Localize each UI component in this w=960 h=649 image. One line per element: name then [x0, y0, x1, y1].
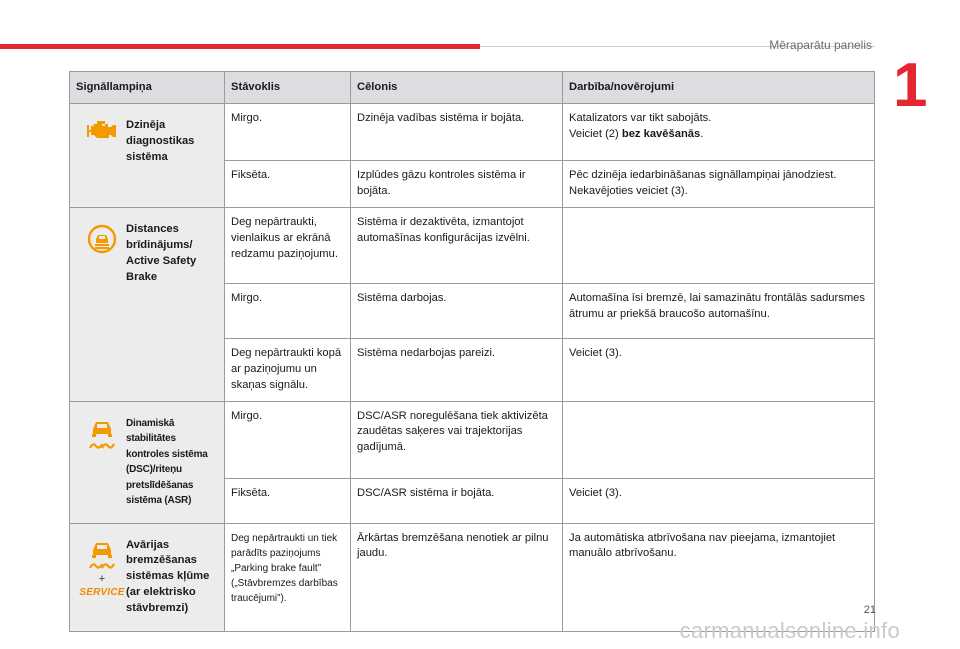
- action-text: Katalizators var tikt sabojāts.: [569, 112, 712, 124]
- table-header-row: [70, 72, 875, 104]
- action-text-end: .: [700, 127, 704, 140]
- state-cell: Mirgo.: [225, 104, 351, 161]
- action-emphasis: bez kavēšanās: [621, 127, 701, 140]
- state-cell: Mirgo.: [225, 283, 351, 338]
- cause-cell: Sistēma ir dezaktivēta, izmantojot automašīnas konfigurācijas izvēlni.: [351, 207, 563, 283]
- stability-control-icon: [87, 418, 117, 452]
- signal-name: Avārijas bremzēšanas sistēmas kļūme (ar elektrisko stāvbremzi): [126, 538, 210, 615]
- table-row: [70, 523, 875, 632]
- cause-cell: Dzinēja vadības sistēma ir bojāta.: [351, 104, 563, 161]
- collision-warning-icon: [87, 224, 117, 254]
- state-cell: Deg nepārtraukti un tiek parādīts paziņojums „Parking brake fault” („Stāvbremzes darbības traucējumi”).: [225, 523, 351, 632]
- chapter-number: 1: [893, 51, 928, 120]
- action-cell: Automašīna īsi bremzē, lai samazinātu frontālās sadursmes ātrumu ar priekšā braucošo automašīnu.: [563, 283, 875, 338]
- table-row: [70, 207, 875, 283]
- state-cell: Mirgo.: [225, 401, 351, 479]
- header-red-bar: [0, 44, 480, 49]
- action-cell: [563, 207, 875, 283]
- watermark: carmanualsonline.info: [679, 618, 900, 643]
- state-cell: Deg nepārtraukti, vienlaikus ar ekrānā redzamu paziņojumu.: [225, 207, 351, 283]
- plus-sign: +: [98, 572, 106, 585]
- action-cell: [563, 401, 875, 479]
- header-cause: Cēlonis: [351, 72, 563, 104]
- cause-cell: Izplūdes gāzu kontroles sistēma ir bojāta.: [351, 161, 563, 208]
- cause-cell: Sistēma nedarbojas pareizi.: [351, 338, 563, 401]
- section-title: Mēraparātu panelis: [769, 38, 872, 52]
- state-cell: Fiksēta.: [225, 479, 351, 524]
- page-number: 21: [863, 604, 876, 616]
- header-signal: Signāllampiņa: [70, 72, 225, 104]
- cause-cell: Ārkārtas bremzēšana nenotiek ar pilnu jaudu.: [351, 523, 563, 632]
- signal-name: Dinamiskā stabilitātes kontroles sistēma (DSC)/riteņu pretslīdēšanas sistēma (ASR): [126, 417, 208, 507]
- action-cell: Veiciet (3).: [563, 338, 875, 401]
- state-cell: Fiksēta.: [225, 161, 351, 208]
- cause-cell: DSC/ASR sistēma ir bojāta.: [351, 479, 563, 524]
- header-action: Darbība/novērojumi: [563, 72, 875, 104]
- state-cell: Deg nepārtraukti kopā ar paziņojumu un skaņas signālu.: [225, 338, 351, 401]
- signal-name: Dzinēja diagnostikas sistēma: [126, 119, 195, 163]
- action-cell: Ja automātiska atbrīvošana nav pieejama, izmantojiet manuālo atbrīvošanu.: [563, 523, 875, 632]
- action-cell: Veiciet (3).: [563, 479, 875, 524]
- service-badge: SERVICE: [79, 586, 125, 598]
- signal-cell-distance: [70, 207, 225, 401]
- warning-lights-table: [69, 71, 875, 632]
- signal-name: Distances brīdinājums/ Active Safety Brake: [126, 222, 197, 283]
- action-cell: [563, 104, 875, 161]
- engine-check-icon: [86, 120, 118, 142]
- brake-assist-fault-icon: [87, 540, 117, 572]
- cause-cell: DSC/ASR noregulēšana tiek aktivizēta zaudētas saķeres vai trajektorijas gadījumā.: [351, 401, 563, 479]
- header-state: Stāvoklis: [225, 72, 351, 104]
- signal-cell-engine: [70, 104, 225, 208]
- signal-cell-emergency-brake: [70, 523, 225, 632]
- cause-cell: Sistēma darbojas.: [351, 283, 563, 338]
- action-cell: Pēc dzinēja iedarbināšanas signāllampiņai jānodziest. Nekavējoties veiciet (3).: [563, 161, 875, 208]
- table-row: [70, 401, 875, 479]
- table-row: [70, 104, 875, 161]
- action-text-2: Veiciet (2): [569, 127, 622, 140]
- signal-cell-dsc: [70, 401, 225, 523]
